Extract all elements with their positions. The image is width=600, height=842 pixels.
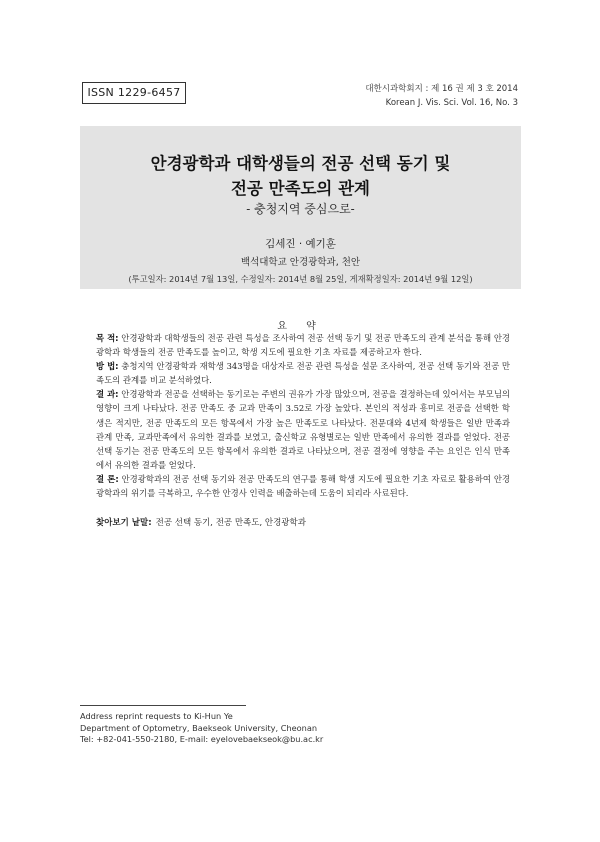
keywords-value: 전공 선택 동기, 전공 만족도, 안경광학과 [155,518,306,528]
footnote-divider [80,705,246,706]
purpose-text: 안경광학과 대학생들의 전공 관련 특성을 조사하여 전공 선택 동기 및 전공 만족도의 관계 분석을 통해 안경광학과 학생들의 전공 만족도를 높이고, 학생 지도에 필요한 기초 자료를 제공하고자 한다. [96,333,510,358]
conclusion-text: 안경광학과의 전공 선택 동기와 전공 만족도의 연구를 통해 학생 지도에 필요한 기초 자료로 활용하여 안경광학과의 위기를 극복하고, 우수한 안경사 인력을 배출하는데 도움이 되리라 사료된다. [96,473,510,499]
journal-citation-english: Korean J. Vis. Sci. Vol. 16, No. 3 [385,98,518,108]
footnote-department: Department of Optometry, Baekseok University, Cheonan [80,722,318,733]
result-label: 결 과: [96,389,119,400]
conclusion-label: 결 론: [96,473,119,484]
keywords [96,516,510,528]
footnote-contact: Tel: +82-041-550-2180, E-mail: eyelovebaekseok@bu.ac.kr [80,734,324,745]
result-text: 안경광학과 전공을 선택하는 동기로는 주변의 권유가 가장 많았으며, 전공을 결정하는데 있어서는 부모님의 영향이 크게 나타났다. 전공 만족도 중 교과 만족이 3.52로 가장 높았다. 본인의 적성과 흥미로 전공을 선택한 학생은 적지만, 전공 만족도의 모든 항목에서 가장 높은 만족도로 나타났다. 전문대와 4년제 학생들은 일반 만족과 관계 만족, 교과만족에서 유의한 결과를 보였고, 출신학교 유형별로는 일반 만족에서 유의한 결과를 얻었다. 전공 선택 동기는 전공 만족도의 모든 항목에서 유의한 결과로 나타났으며, 전공 결정에 영향을 주는 요인은 인식 만족에서 유의한 결과를 얻었다. [96,389,511,470]
abstract-body [96,331,510,500]
method-label: 방 법: [96,361,119,372]
purpose-label: 목 적: [96,333,119,343]
paper-title-line2: 전공 만족도의 관계 [230,179,370,198]
footnote-address: Address reprint requests to Ki-Hun Ye [80,711,233,721]
author-list: 김세진 · 예기훈 [265,238,336,250]
abstract-conclusion [96,472,510,500]
author-affiliation: 백석대학교 안경광학과, 천안 [240,257,361,268]
correspondence-footnote [80,711,323,746]
issn-box: ISSN 1229-6457 [82,82,186,104]
abstract-purpose [96,331,510,359]
abstract-result [96,387,510,472]
journal-citation [365,82,518,110]
abstract-method [96,359,510,387]
paper-title-line1: 안경광학과 대학생들의 전공 선택 동기 및 [150,154,451,173]
keywords-label: 찾아보기 낱말: [96,518,152,528]
abstract-heading: 요 약 [277,321,324,332]
journal-citation-korean: 대한시과학회지 : 제 16 권 제 3 호 2014 [365,84,518,94]
method-text: 충청지역 안경광학과 재학생 343명을 대상자로 전공 관련 특성을 설문 조사하여, 전공 선택 동기와 전공 만족도의 관계를 비교 분석하였다. [96,361,510,386]
paper-subtitle: - 충청지역 중심으로- [246,202,355,216]
submission-dates: (투고일자: 2014년 7월 13일, 수정일자: 2014년 8월 25일, 게재확정일자: 2014년 9월 12일) [128,274,473,284]
